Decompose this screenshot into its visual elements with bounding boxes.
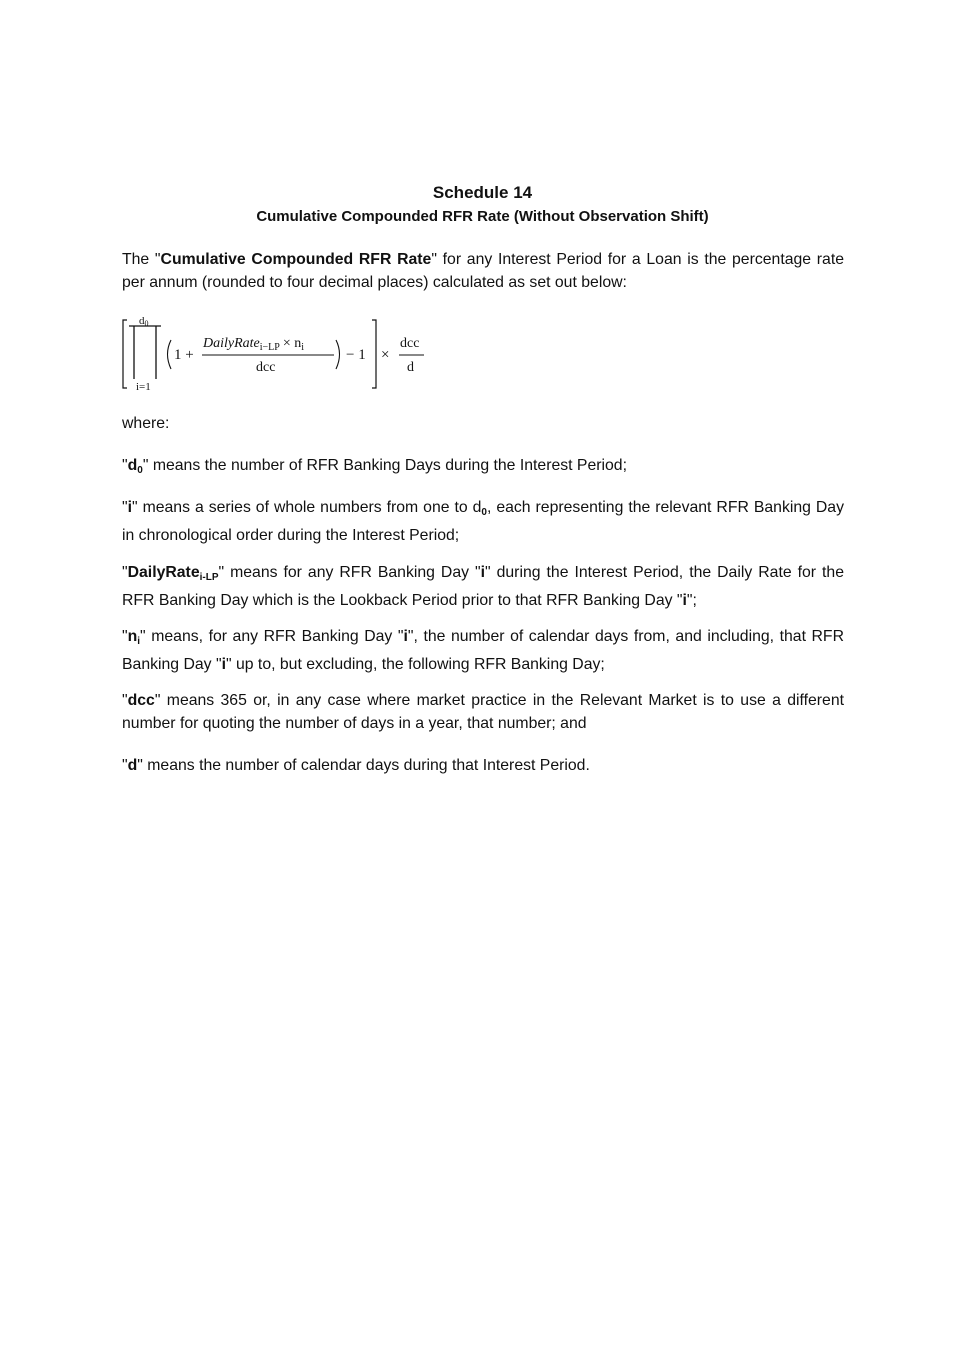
quote: ": [122, 457, 128, 474]
intro-term: Cumulative Compounded RFR Rate: [160, 251, 432, 268]
right-paren: [336, 340, 340, 369]
term-ni: $n_i$: [127, 628, 141, 647]
term-dcc: dcc: [127, 692, 155, 709]
schedule-subtitle: Cumulative Compounded RFR Rate (Without Observation Shift): [256, 208, 709, 225]
definition-text: " means 365 or, in any case where market practice in the Relevant Market is to use a different number for quoting the number of days in a year, that number; and: [122, 692, 844, 732]
d0-subscript: 0: [481, 507, 487, 518]
definition-text-3: " up to, but excluding, the following RFR Banking Day;: [225, 656, 605, 673]
one-plus: 1 +: [174, 347, 194, 363]
definition-dailyrate: [122, 561, 844, 612]
fraction2-denominator: d: [407, 360, 414, 375]
quote: ": [122, 757, 128, 774]
lower-limit: i=1: [136, 381, 151, 393]
quote: ": [122, 499, 128, 516]
term-i-ref: i: [403, 628, 408, 645]
quote: ": [122, 564, 128, 581]
definition-d0: [122, 454, 844, 482]
definition-ni: [122, 625, 844, 676]
rate-formula: [116, 312, 446, 396]
definition-i: [122, 496, 844, 547]
term-i-ref: i: [480, 564, 486, 581]
numerator: DailyRate$_{i-LP}$ × $n_i$: [203, 336, 305, 353]
denominator: dcc: [256, 360, 276, 375]
definition-text-3: ";: [686, 592, 697, 609]
product-symbol: [129, 326, 161, 379]
term-dailyrate: DailyRate$_{i-LP}$: [127, 564, 219, 583]
term-i-ref-2: i: [682, 592, 687, 609]
definition-dcc: [122, 689, 844, 735]
definition-text: " means a series of whole numbers from one to d: [132, 499, 482, 516]
intro-pre: The ": [122, 251, 161, 268]
term-d0: $d_0$: [127, 457, 143, 476]
definition-text-2: , each representing the relevant RFR Banking Day in chronological order during the Interest Period;: [122, 499, 844, 544]
fraction2-numerator: dcc: [400, 336, 420, 351]
intro-paragraph: [122, 248, 844, 294]
upper-limit: d0: [139, 315, 149, 328]
right-bracket: [372, 320, 376, 388]
times-sign: ×: [381, 347, 390, 363]
definition-d: [122, 754, 844, 777]
definition-text: " means the number of RFR Banking Days during the Interest Period;: [142, 457, 627, 474]
intro-post: " for any Interest Period for a Loan is the percentage rate per annum (rounded to four decimal places) calculated as set out below:: [122, 251, 844, 291]
quote: ": [122, 692, 128, 709]
definition-text-2: " during the Interest Period, the Daily Rate for the RFR Banking Day which is the Lookback Period prior to that RFR Banking Day ": [122, 564, 844, 609]
term-d: d: [127, 757, 138, 774]
definition-text: " means for any RFR Banking Day ": [218, 564, 481, 581]
where-label: where:: [122, 415, 170, 432]
definition-text: " means the number of calendar days during that Interest Period.: [137, 757, 590, 774]
definition-text: " means, for any RFR Banking Day ": [140, 628, 404, 645]
definition-text-2: ", the number of calendar days from, and including, that RFR Banking Day ": [122, 628, 844, 673]
left-paren: [168, 340, 172, 369]
term-i-ref-2: i: [221, 656, 226, 673]
term-i: i: [127, 499, 132, 516]
left-bracket: [123, 320, 127, 388]
quote: ": [122, 628, 128, 645]
schedule-title: Schedule 14: [432, 183, 533, 202]
minus-one: − 1: [346, 347, 366, 363]
